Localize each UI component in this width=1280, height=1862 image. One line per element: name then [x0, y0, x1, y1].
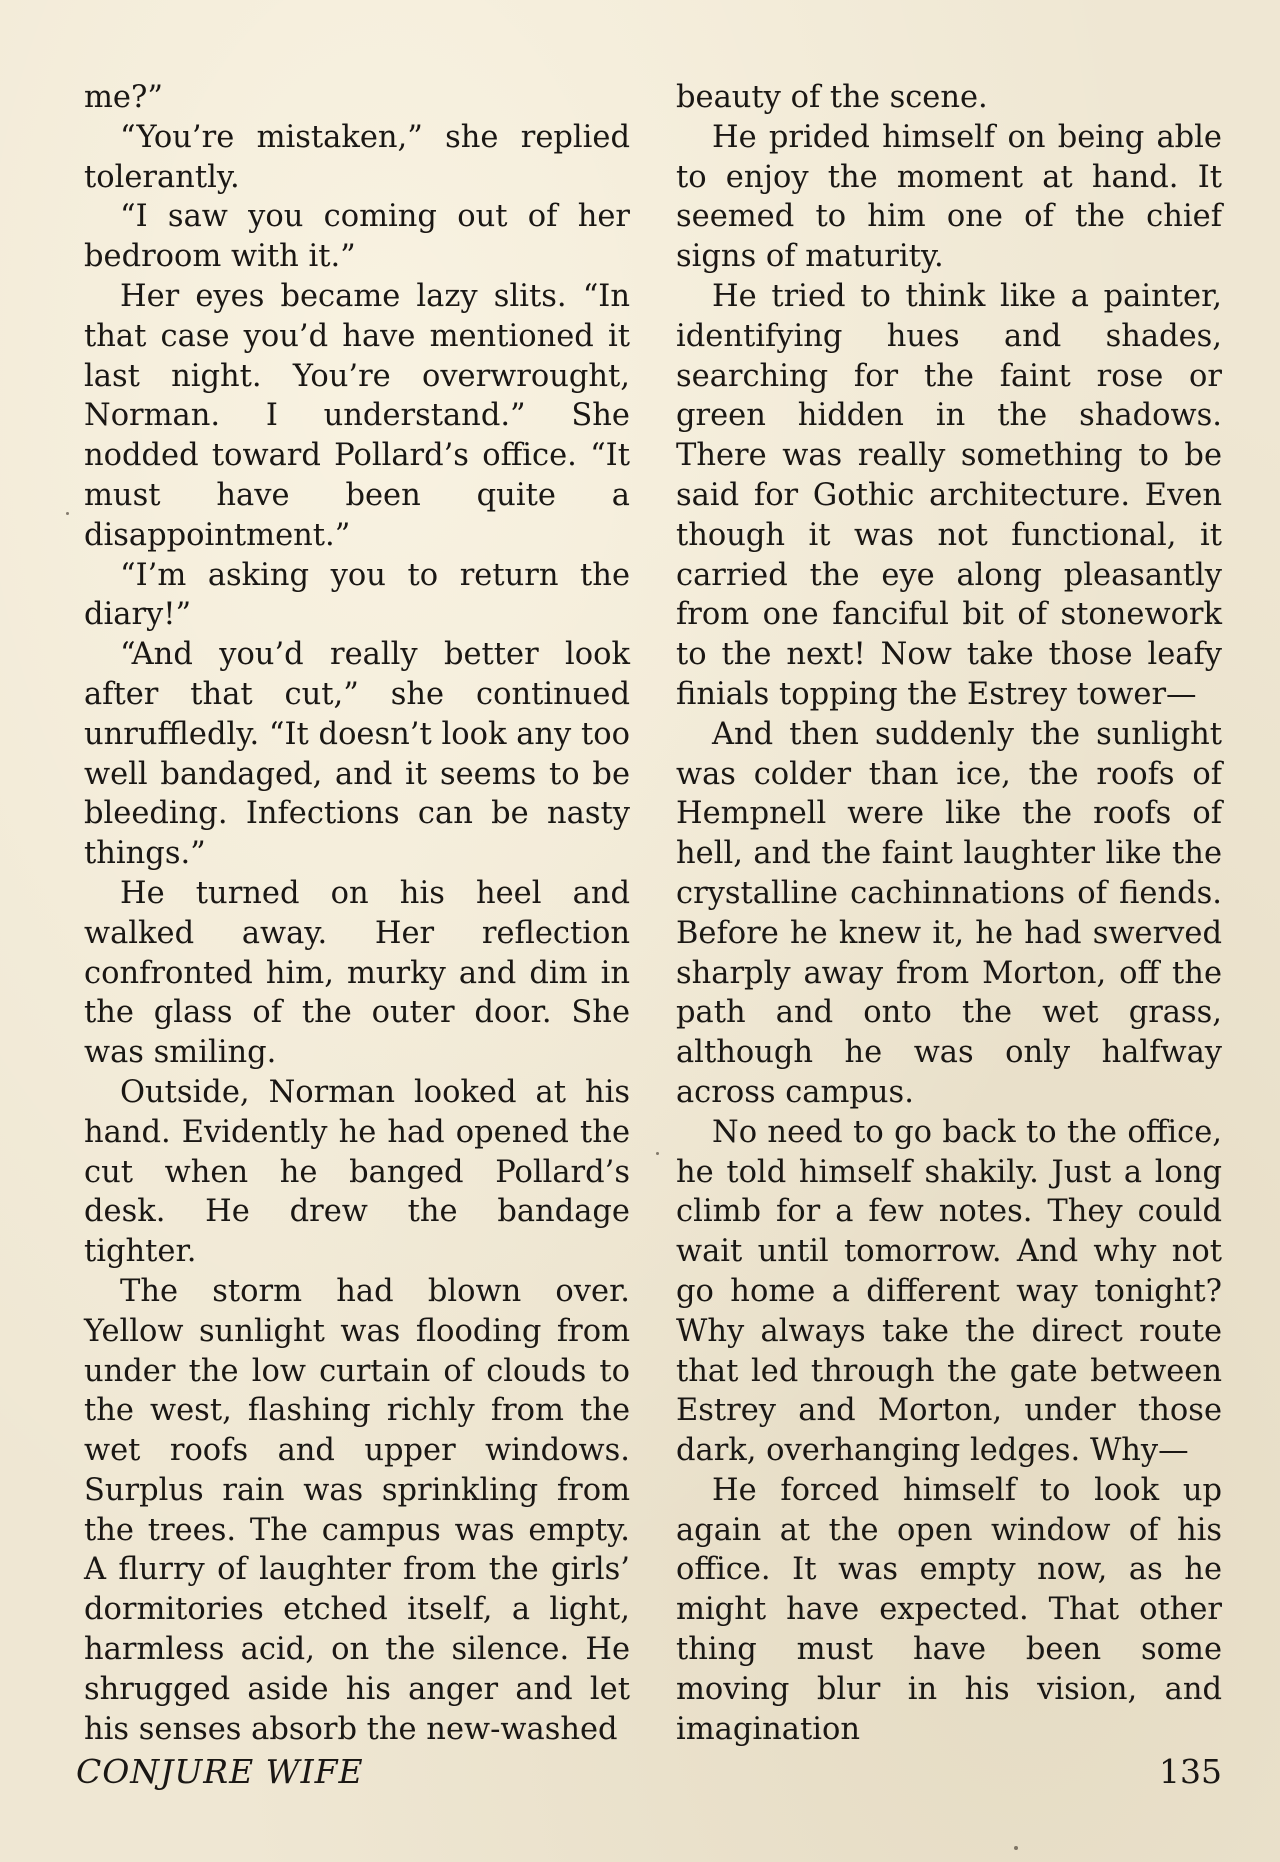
- paper-speck: [66, 512, 69, 515]
- paragraph: The storm had blown over. Yellow sunlight was flooding from under the low curtain of clouds to the west, flashing richly from the wet roofs and upper windows. Surplus rain was sprinkling from the trees. The campus was empty. A flurry of laughter from the girls’ dormitories etched itself, a light, harmless acid, on the silence. He shrugged aside his anger and let his senses absorb the new-washed: [84, 1273, 630, 1747]
- running-title: CONJURE WIFE: [76, 1752, 364, 1791]
- paragraph: “I saw you coming out of her bedroom with it.”: [84, 199, 630, 275]
- paragraph: “I’m asking you to return the diary!”: [84, 557, 630, 633]
- right-column: [676, 78, 1222, 1749]
- paragraph: He prided himself on being able to enjoy the moment at hand. It seemed to him one of the chief signs of maturity.: [676, 119, 1222, 275]
- paper-speck: [656, 1152, 659, 1155]
- page-footer: [76, 1752, 1222, 1796]
- paragraph: Outside, Norman looked at his hand. Evidently he had opened the cut when he banged Pollard’s desk. He drew the bandage tighter.: [84, 1074, 630, 1270]
- paragraph: He turned on his heel and walked away. Her reflection confronted him, murky and dim in the glass of the outer door. She was smiling.: [84, 875, 630, 1071]
- paragraph: And then suddenly the sunlight was colder than ice, the roofs of Hempnell were like the roofs of hell, and the faint laughter like the crystalline cachinnations of fiends. Before he knew it, he had swerved sharply away from Morton, off the path and onto the wet grass, although he was only halfway across campus.: [676, 716, 1222, 1110]
- paragraph: He forced himself to look up again at the open window of his office. It was empty now, as he might have expected. That other thing must have been some moving blur in his vision, and imagination: [676, 1472, 1222, 1747]
- paragraph: No need to go back to the office, he told himself shakily. Just a long climb for a few notes. They could wait until tomorrow. And why not go home a different way tonight? Why always take the direct route that led through the gate between Estrey and Morton, under those dark, overhanging ledges. Why—: [676, 1114, 1222, 1469]
- paragraph: Her eyes became lazy slits. “In that case you’d have mentioned it last night. You’re overwrought, Norman. I understand.” She nodded toward Pollard’s office. “It must have been quite a disappointment.”: [84, 278, 630, 553]
- paragraph: me?”: [84, 80, 163, 115]
- page-number: 135: [1159, 1752, 1222, 1791]
- paragraph: He tried to think like a painter, identifying hues and shades, searching for the faint rose or green hidden in the shadows. There was really something to be said for Gothic architecture. Even though it was not functional, it carried the eye along pleasantly from one fanciful bit of stonework to the next! Now take those leafy finials topping the Estrey tower—: [676, 278, 1222, 712]
- paper-speck: [1014, 1846, 1018, 1850]
- paragraph: “And you’d really better look after that cut,” she continued unruffledly. “It doesn’t look any too well bandaged, and it seems to be bleeding. Infections can be nasty things.”: [84, 637, 630, 872]
- left-column: [84, 78, 630, 1749]
- paragraph: beauty of the scene.: [676, 80, 988, 115]
- paragraph: “You’re mistaken,” she replied tolerantly.: [84, 119, 630, 195]
